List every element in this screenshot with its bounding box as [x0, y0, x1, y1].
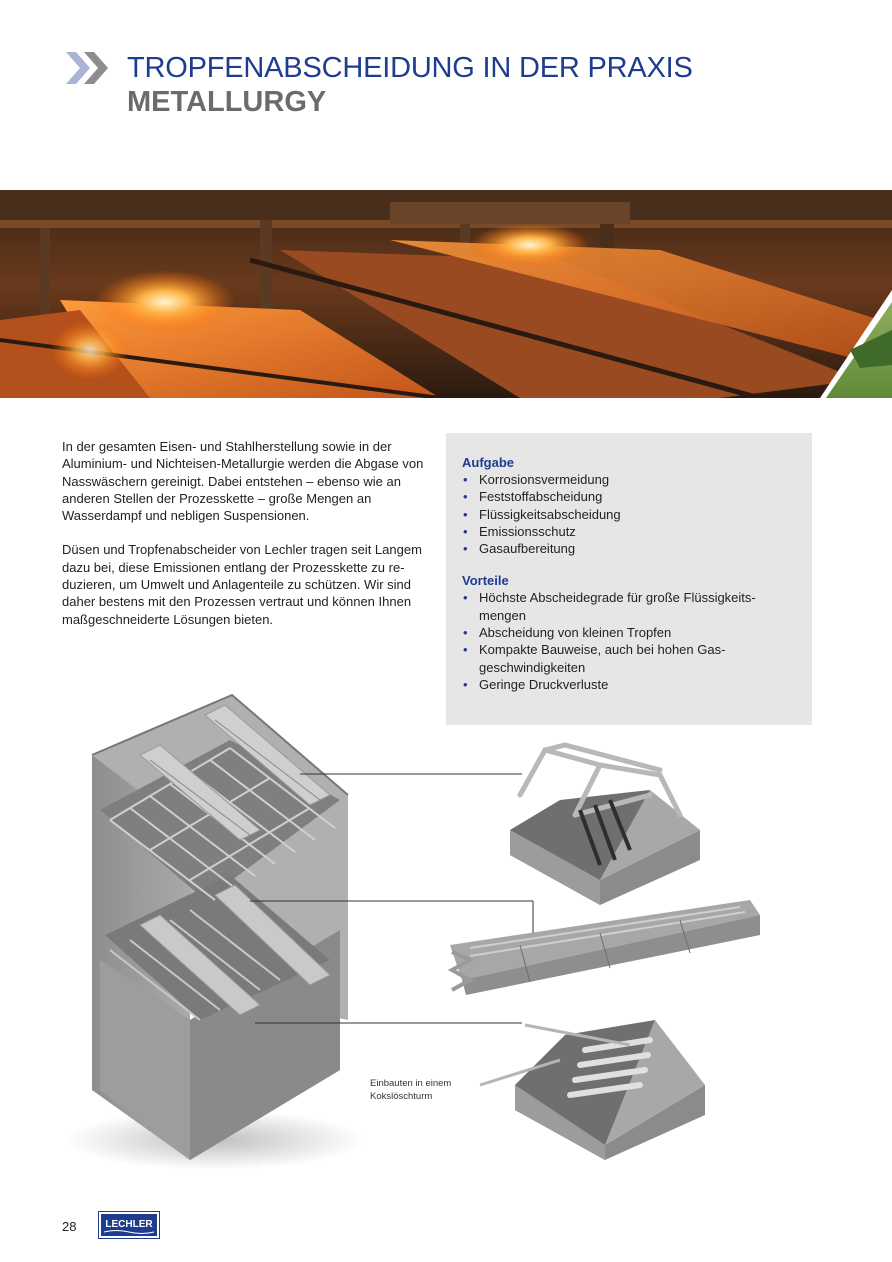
list-item: • Emissionsschutz	[462, 523, 796, 540]
intro-text	[62, 438, 432, 645]
list-item: • Abscheidung von kleinen Tropfen	[462, 624, 796, 641]
logo-text: LECHLER	[105, 1219, 153, 1230]
intro-paragraph-1: In der gesamten Eisen- und Stahlherstellung sowie in der Aluminium- und Nichteisen-Metallurgie werden die Abgase von Nasswäschern gereinigt. Dabei entstehen – ebenso wie an anderen Stellen der Prozesskette – große Mengen an Wasserdampf und nebligen Suspensionen.	[62, 439, 424, 524]
caption-line-2: Kokslöschturm	[370, 1091, 433, 1102]
quench-tower-illustration	[0, 690, 892, 1200]
tower-drawing	[65, 695, 365, 1170]
separator-detail-long	[450, 900, 760, 995]
lechler-logo	[98, 1211, 160, 1239]
vorteile-heading: Vorteile	[462, 573, 509, 589]
info-box	[446, 433, 812, 725]
list-item: • Korrosionsvermeidung	[462, 471, 796, 488]
list-item: • Höchste Abscheidegrade für große Flüssigkeits-mengen	[462, 589, 796, 624]
list-item: • Kompakte Bauweise, auch bei hohen Gas-geschwindigkeiten	[462, 641, 796, 676]
page-title: TROPFENABSCHEIDUNG IN DER PRAXIS	[127, 52, 693, 84]
caption-line-1: Einbauten in einem	[370, 1078, 452, 1089]
list-item: • Flüssigkeitsabscheidung	[462, 506, 796, 523]
double-chevron-icon	[66, 50, 112, 86]
aufgabe-list	[462, 471, 796, 557]
page-subtitle: METALLURGY	[127, 86, 327, 118]
intro-paragraph-2: Düsen und Tropfenabscheider von Lechler tragen seit Langem dazu bei, diese Emissionen entlang der Prozesskette zu re-duzieren, um Umwelt und Anlagenteile zu schützen. Wir sind daher bestens mit den Prozessen vertraut und können Ihnen maßgeschneiderte Lösungen bieten.	[62, 542, 422, 627]
illustration-caption	[370, 1077, 480, 1103]
separator-detail-top	[510, 745, 700, 905]
steel-mill-photo	[0, 190, 892, 398]
page-number: 28	[62, 1219, 77, 1234]
list-item: • Gasaufbereitung	[462, 540, 796, 557]
list-item: • Geringe Druckverluste	[462, 676, 796, 693]
vorteile-list	[462, 589, 796, 693]
separator-detail-bottom	[480, 1020, 705, 1160]
aufgabe-heading: Aufgabe	[462, 455, 514, 470]
list-item: • Feststoffabscheidung	[462, 488, 796, 505]
